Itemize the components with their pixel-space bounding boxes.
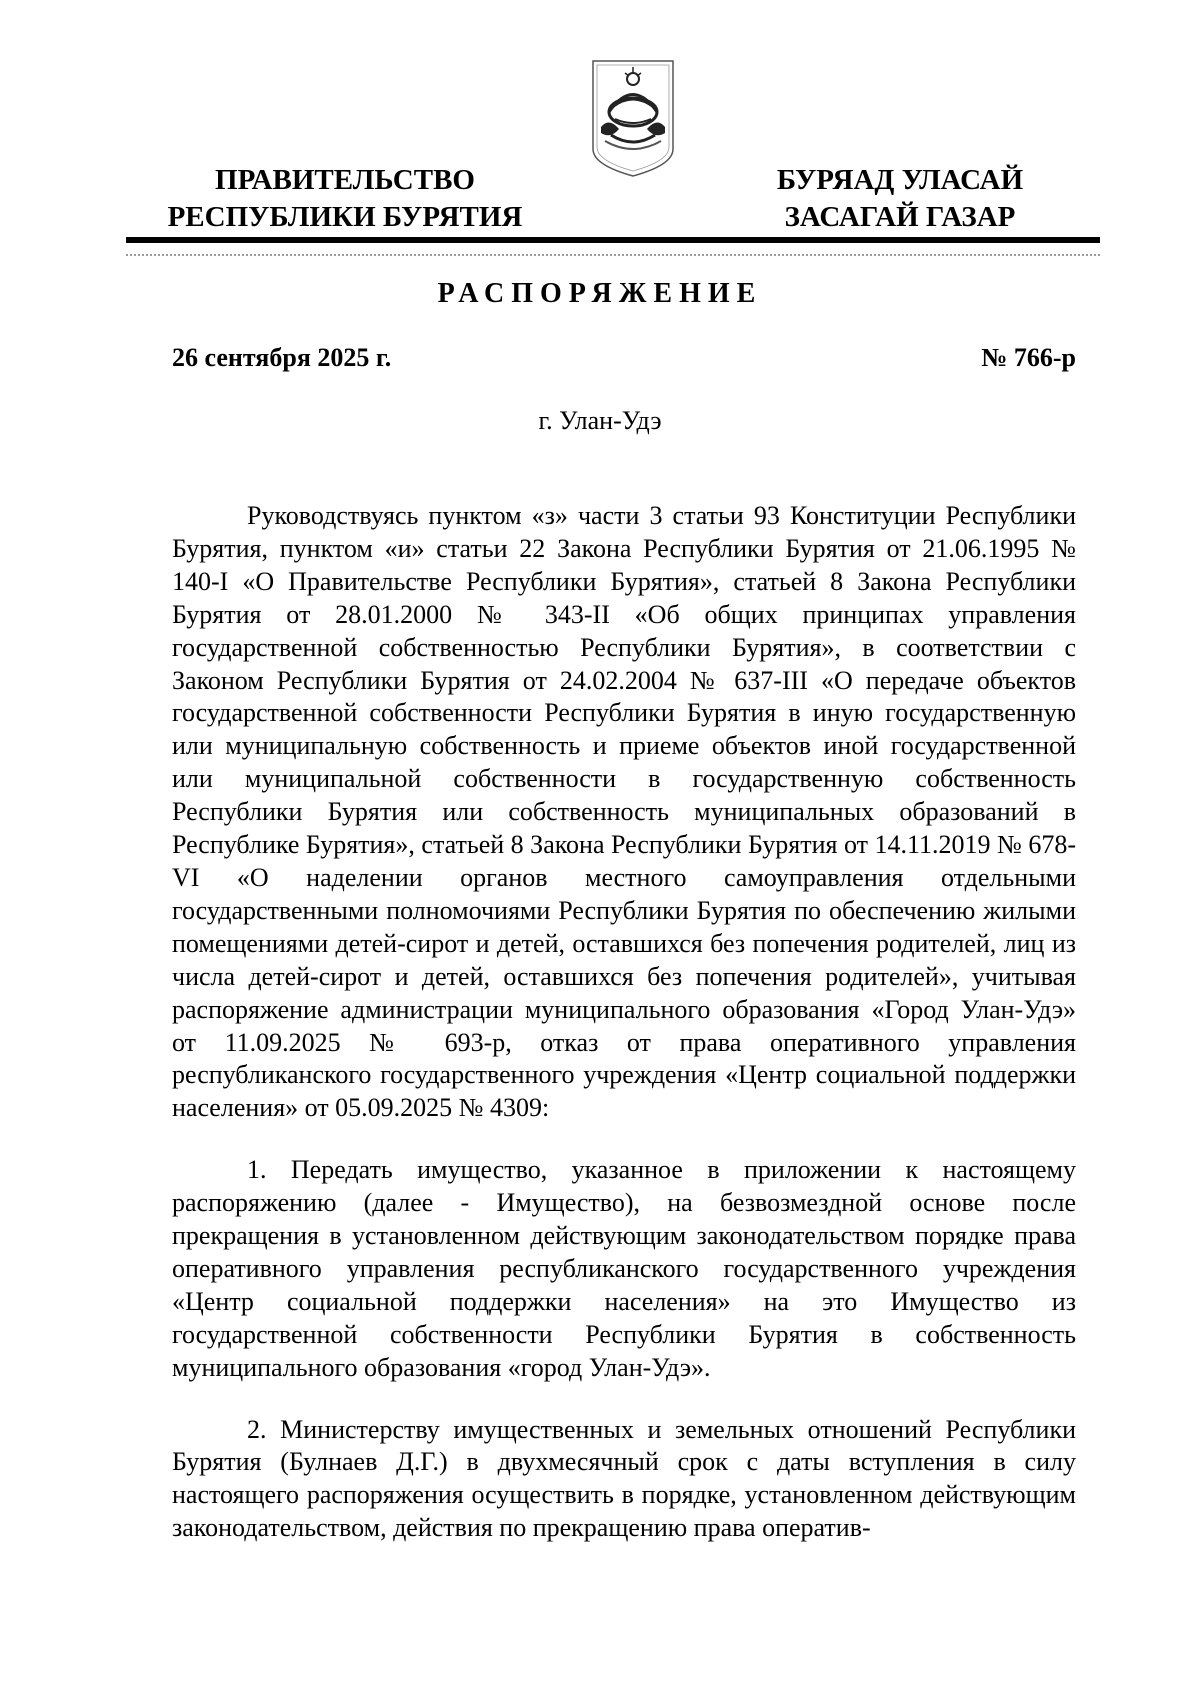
header-divider: [126, 237, 1100, 243]
coat-of-arms-icon: [589, 57, 677, 180]
government-name-ru: [155, 162, 535, 236]
header-divider-dotted: [126, 254, 1100, 256]
government-name-bua: [750, 162, 1050, 236]
document-title: РАСПОРЯЖЕНИЕ: [437, 278, 763, 309]
document-city: г. Улан-Удэ: [538, 406, 662, 435]
document-number: № 766-р: [981, 343, 1076, 372]
government-name-bua-line2: ЗАСАГАЙ ГАЗАР: [784, 201, 1016, 233]
clause-2-paragraph: 2. Министерству имущественных и земельных отношений Республики Бурятия (Булнаев Д.Г.) в двухмесячный срок с даты вступления в силу настоящего распоряжения осуществить в порядке, установленном действующим законодательством, действия по прекращению права оператив-: [172, 1414, 1076, 1543]
government-name-bua-line1: БУРЯАД УЛАСАЙ: [776, 164, 1024, 196]
government-name-ru-line1: ПРАВИТЕЛЬСТВО: [215, 164, 475, 196]
government-name-ru-line2: РЕСПУБЛИКИ БУРЯТИЯ: [167, 201, 523, 233]
clause-1-paragraph: 1. Передать имущество, указанное в приложении к настоящему распоряжению (далее - Имущество), на безвозмездной основе после прекращения в установленном действующим законодательством порядке права оперативного управления республиканского государственного учреждения «Центр социальной поддержки населения» на это Имущество из государственной собственности Республики Бурятия в собственность муниципального образования «город Улан-Удэ».: [172, 1155, 1076, 1382]
preamble-paragraph: Руководствуясь пунктом «з» части 3 статьи 93 Конституции Республики Бурятия, пунктом «и» статьи 22 Закона Республики Бурятия от 21.06.1995 № 140-I «О Правительстве Республики Бурятия», статьей 8 Закона Республики Бурятия от 28.01.2000 № 343-II «Об общих принципах управления государственной собственностью Республики Бурятия», в соответствии с Законом Республики Бурятия от 24.02.2004 № 637-III «О передаче объектов государственной собственности Республики Бурятия в иную государственную или муниципальную собственность и приеме объектов иной государственной или муниципальной собственности в государственную собственность Республики Бурятия или собственность муниципальных образований в Республике Бурятия», статьей 8 Закона Республики Бурятия от 14.11.2019 № 678-VI «О наделении органов местного самоуправления отдельными государственными полномочиями Республики Бурятия по обеспечению жилыми помещениями детей-сирот и детей, оставшихся без попечения родителей, лиц из числа детей-сирот и детей, оставшихся без попечения родителей», учитывая распоряжение администрации муниципального образования «Город Улан-Удэ» от 11.09.2025 № 693-р, отказ от права оперативного управления республиканского государственного учреждения «Центр социальной поддержки населения» от 05.09.2025 № 4309:: [172, 501, 1076, 1123]
document-date: 26 сентября 2025 г.: [172, 343, 392, 372]
document-body: [172, 500, 1076, 1545]
